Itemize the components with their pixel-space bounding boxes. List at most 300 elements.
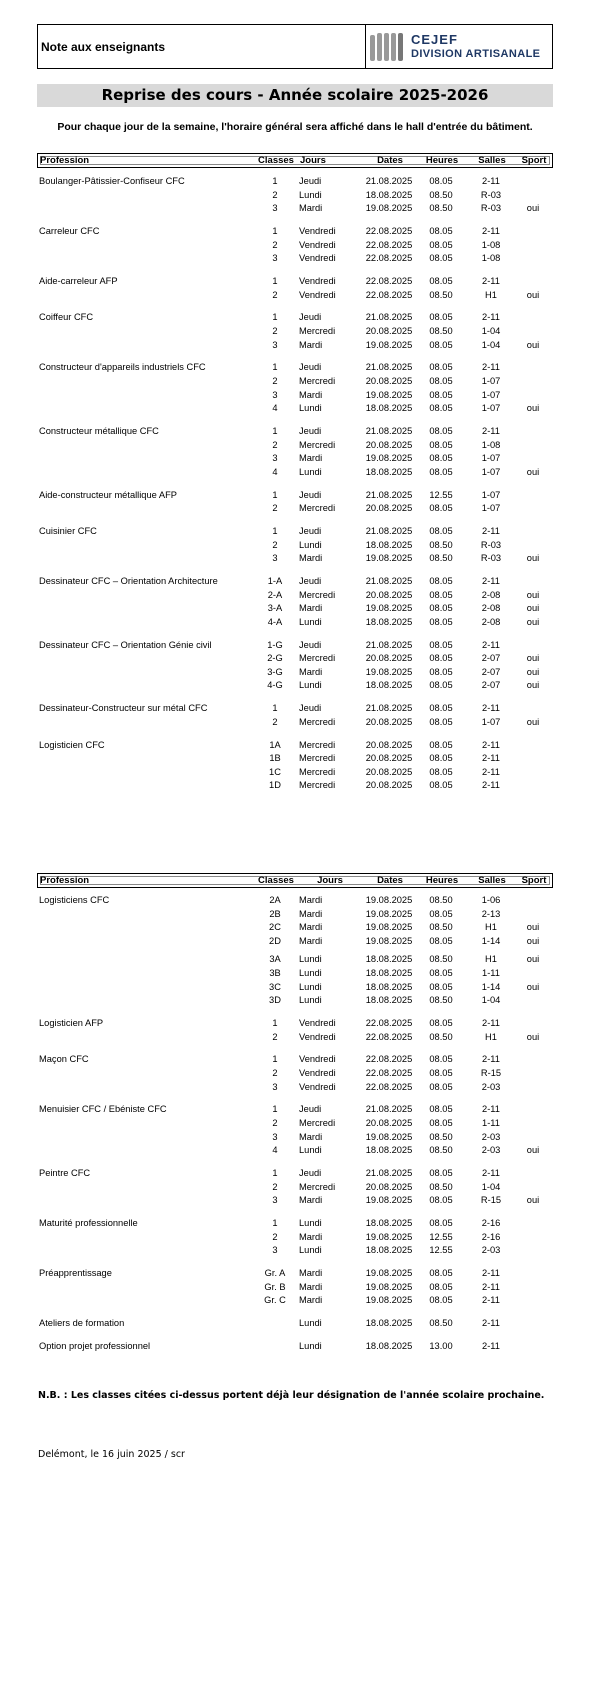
column-header-jours: Jours [317, 875, 343, 886]
profession-label: Logisticiens CFC [39, 895, 110, 905]
cell-room: 2-16 [481, 1218, 501, 1228]
cell-room: 2-11 [482, 426, 500, 436]
cell-hour: 08.50 [429, 1031, 453, 1042]
cell-day: Mercredi [299, 376, 336, 386]
cell-day: Mercredi [299, 716, 336, 727]
cell-date: 18.08.2025 [365, 1318, 413, 1328]
cell-day: Jeudi [299, 489, 322, 500]
cell-room: 2-11 [482, 362, 500, 373]
cell-day: Jeudi [299, 312, 322, 323]
cell-room: 2-11 [482, 1281, 500, 1292]
cell-hour: 08.05 [429, 780, 453, 791]
cell-date: 18.08.2025 [365, 954, 413, 965]
cell-hour: 12.55 [429, 489, 453, 500]
cell-date: 21.08.2025 [365, 576, 413, 586]
cell-hour: 08.50 [429, 189, 453, 200]
cell-date: 19.08.2025 [365, 553, 413, 564]
cell-class: 3-G [267, 666, 283, 677]
cell-date: 20.08.2025 [365, 503, 413, 514]
cell-room: 1-08 [481, 439, 501, 450]
cell-hour: 08.05 [429, 466, 453, 477]
cell-hour: 08.05 [429, 439, 453, 450]
cell-class: 1 [272, 362, 278, 373]
cell-day: Lundi [299, 189, 322, 200]
cell-room: 2-03 [481, 1131, 501, 1142]
cell-hour: 08.05 [429, 968, 453, 978]
profession-label: Ateliers de formation [39, 1318, 125, 1328]
cell-hour: 08.50 [429, 895, 453, 905]
cell-class: 1 [272, 1054, 278, 1065]
cell-date: 20.08.2025 [365, 753, 413, 764]
cell-class: 4-G [267, 680, 283, 691]
profession-label: Préapprentissage [39, 1268, 112, 1278]
cell-hour: 08.05 [429, 1068, 453, 1078]
cell-day: Mardi [299, 935, 323, 946]
profession-label: Aide-constructeur métallique AFP [39, 489, 177, 500]
cell-date: 22.08.2025 [365, 226, 413, 236]
cell-hour: 08.50 [429, 922, 453, 933]
cell-date: 19.08.2025 [365, 1231, 413, 1242]
cell-date: 22.08.2025 [365, 1018, 413, 1028]
cell-hour: 08.05 [429, 1054, 453, 1065]
cell-room: 2-03 [481, 1081, 501, 1092]
cell-class: 3 [272, 1081, 278, 1092]
cell-date: 19.08.2025 [365, 1268, 413, 1278]
cell-sport: oui [526, 203, 540, 214]
profession-label: Logisticien AFP [39, 1018, 104, 1028]
cell-hour: 08.05 [429, 766, 453, 777]
cell-hour: 08.05 [429, 716, 453, 727]
cell-day: Vendredi [299, 1031, 336, 1042]
cell-date: 20.08.2025 [365, 653, 413, 664]
cell-date: 18.08.2025 [365, 1245, 413, 1256]
cell-date: 21.08.2025 [365, 176, 413, 186]
cell-sport: oui [526, 653, 540, 664]
cell-date: 21.08.2025 [365, 703, 413, 714]
cell-class: 2 [272, 189, 278, 200]
cell-class: 1 [272, 1218, 278, 1228]
cell-sport: oui [526, 922, 540, 933]
cell-hour: 08.05 [429, 1268, 453, 1278]
cell-date: 22.08.2025 [365, 289, 413, 300]
cell-date: 21.08.2025 [365, 526, 413, 536]
cell-sport: oui [526, 616, 540, 627]
cell-room: 2-07 [481, 680, 501, 691]
cell-day: Lundi [299, 680, 322, 691]
cell-room: 2-11 [482, 176, 500, 186]
cell-class: 3 [272, 389, 278, 400]
cell-room: R-15 [480, 1068, 502, 1078]
cell-sport: oui [526, 1195, 540, 1206]
cell-class: 1 [272, 489, 278, 500]
cell-class: 1D [269, 780, 281, 791]
cell-day: Lundi [299, 466, 322, 477]
cell-room: 1-04 [481, 1181, 501, 1192]
cell-day: Jeudi [299, 703, 322, 714]
cell-date: 21.08.2025 [365, 312, 413, 323]
cell-room: 2-11 [482, 576, 500, 586]
profession-label: Peintre CFC [39, 1168, 91, 1178]
cell-class: Gr. A [264, 1268, 286, 1278]
cell-day: Vendredi [299, 239, 336, 250]
cell-hour: 08.05 [429, 239, 453, 250]
cell-room: 1-04 [481, 339, 501, 350]
cell-class: 2C [269, 922, 281, 933]
cell-room: R-15 [480, 1195, 502, 1206]
cell-date: 19.08.2025 [365, 895, 413, 905]
cell-hour: 08.05 [429, 1218, 453, 1228]
cell-hour: 08.05 [429, 1168, 453, 1178]
cell-room: 2-11 [482, 226, 500, 236]
cell-date: 20.08.2025 [365, 766, 413, 777]
cell-class: 2 [272, 1068, 278, 1078]
table-header-2 [37, 873, 553, 888]
cell-hour: 08.05 [429, 639, 453, 650]
column-header-classes: Classes [258, 875, 294, 886]
column-header-profession: Profession [40, 875, 90, 886]
cell-day: Mardi [299, 895, 323, 905]
cell-date: 22.08.2025 [365, 1081, 413, 1092]
cell-hour: 08.05 [429, 1281, 453, 1292]
cell-hour: 08.05 [429, 453, 453, 464]
cell-hour: 08.05 [429, 1118, 453, 1128]
column-header-heures: Heures [425, 155, 459, 166]
cell-hour: 08.50 [429, 203, 453, 214]
cell-hour: 08.05 [429, 1081, 453, 1092]
profession-label: Dessinateur CFC – Orientation Architecture [39, 576, 218, 586]
cell-day: Mercredi [299, 739, 336, 750]
cell-room: 2-08 [481, 603, 501, 614]
cell-hour: 08.05 [429, 576, 453, 586]
cell-class: 2 [272, 716, 278, 727]
cell-date: 19.08.2025 [365, 1195, 413, 1206]
cell-class: 2 [272, 239, 278, 250]
cell-room: 1-14 [481, 981, 501, 992]
cell-hour: 08.05 [429, 1018, 453, 1028]
cell-date: 21.08.2025 [365, 489, 413, 500]
cell-class: 2 [272, 539, 278, 550]
column-header-dates: Dates [377, 875, 403, 886]
cell-hour: 08.05 [429, 376, 453, 386]
cell-room: 2-03 [481, 1145, 501, 1156]
cell-room: 2-11 [482, 703, 500, 714]
column-header-jours: Jours [300, 155, 326, 166]
cell-room: 2-08 [481, 589, 501, 600]
note: N.B. : Les classes citées ci-dessus portent déjà leur désignation de l'année scolaire prochaine. [38, 1390, 545, 1401]
cell-hour: 08.05 [429, 908, 453, 919]
cell-room: 2-11 [482, 739, 500, 750]
cell-room: 1-07 [481, 389, 501, 400]
cell-date: 19.08.2025 [365, 935, 413, 946]
cell-room: 2-11 [482, 1168, 500, 1178]
cell-hour: 08.05 [429, 703, 453, 714]
cell-room: 1-08 [481, 253, 501, 264]
cell-class: 1B [269, 753, 281, 764]
cell-date: 19.08.2025 [365, 339, 413, 350]
cell-hour: 08.05 [429, 339, 453, 350]
profession-label: Menuisier CFC / Ebéniste CFC [39, 1104, 167, 1115]
cell-hour: 08.05 [429, 276, 453, 286]
cell-day: Lundi [299, 1145, 322, 1156]
cell-hour: 08.50 [429, 1181, 453, 1192]
cell-day: Lundi [299, 954, 322, 965]
cell-room: R-03 [480, 203, 502, 214]
cell-day: Mercredi [299, 653, 336, 664]
cell-room: 1-04 [481, 995, 501, 1006]
cell-room: 2-11 [482, 1295, 500, 1306]
cell-room: 2-07 [481, 653, 501, 664]
logo-line1: CEJEF [411, 31, 458, 47]
footer: Delémont, le 16 juin 2025 / scr [38, 1449, 185, 1460]
cell-sport: oui [526, 289, 540, 300]
cell-date: 18.08.2025 [365, 981, 413, 992]
cell-class: 1A [269, 739, 281, 750]
profession-label: Dessinateur-Constructeur sur métal CFC [39, 703, 208, 714]
cell-room: 2-11 [482, 312, 500, 323]
cell-room: 1-07 [481, 466, 501, 477]
cell-day: Mardi [299, 1268, 323, 1278]
cell-class: 1 [272, 226, 278, 236]
profession-label: Logisticien CFC [39, 739, 105, 750]
cell-day: Mardi [299, 1231, 323, 1242]
cell-day: Mercredi [299, 503, 336, 514]
cell-day: Jeudi [299, 362, 322, 373]
cell-class: Gr. B [264, 1281, 286, 1292]
cell-room: 1-07 [481, 489, 501, 500]
cell-day: Vendredi [299, 253, 336, 264]
cell-hour: 08.05 [429, 526, 453, 536]
cell-date: 21.08.2025 [365, 426, 413, 436]
cell-day: Jeudi [299, 526, 322, 536]
cell-day: Vendredi [299, 289, 336, 300]
column-header-salles: Salles [478, 875, 506, 886]
cell-sport: oui [526, 680, 540, 691]
profession-label: Constructeur métallique CFC [39, 426, 159, 436]
cell-hour: 08.05 [429, 503, 453, 514]
profession-label: Option projet professionnel [39, 1340, 151, 1351]
header-label: Note aux enseignants [38, 25, 366, 68]
cell-date: 22.08.2025 [365, 1031, 413, 1042]
cell-room: 2-11 [482, 753, 500, 764]
cell-class: 1-A [267, 576, 283, 586]
cell-room: 2-16 [481, 1231, 501, 1242]
cell-day: Mercredi [299, 766, 336, 777]
cell-room: 2-03 [481, 1245, 501, 1256]
logo [366, 25, 552, 68]
cell-room: H1 [485, 289, 497, 300]
cell-class: 1 [272, 703, 278, 714]
cell-hour: 08.50 [429, 553, 453, 564]
cell-day: Mardi [299, 339, 323, 350]
cell-class: 3 [272, 1195, 278, 1206]
cell-class: 1-G [267, 639, 283, 650]
cell-day: Mercredi [299, 753, 336, 764]
cell-hour: 08.05 [429, 362, 453, 373]
profession-label: Cuisinier CFC [39, 526, 97, 536]
cell-sport: oui [526, 403, 540, 414]
cell-date: 18.08.2025 [365, 189, 413, 200]
cell-class: 1 [272, 1168, 278, 1178]
cell-room: H1 [485, 922, 497, 933]
cell-date: 21.08.2025 [365, 362, 413, 373]
column-header-sport: Sport [521, 875, 547, 886]
profession-label: Dessinateur CFC – Orientation Génie civil [39, 639, 212, 650]
cell-date: 22.08.2025 [365, 276, 413, 286]
cell-day: Lundi [299, 981, 322, 992]
cell-date: 18.08.2025 [365, 539, 413, 550]
cell-sport: oui [526, 666, 540, 677]
cell-date: 18.08.2025 [365, 466, 413, 477]
cell-day: Vendredi [299, 276, 336, 286]
cell-class: 4 [272, 466, 278, 477]
page-title: Reprise des cours - Année scolaire 2025-2026 [37, 84, 553, 107]
cell-date: 19.08.2025 [365, 666, 413, 677]
cell-day: Mardi [299, 1281, 323, 1292]
cell-day: Mardi [299, 666, 323, 677]
cell-date: 19.08.2025 [365, 922, 413, 933]
cell-hour: 08.05 [429, 981, 453, 992]
cell-room: 2-11 [482, 766, 500, 777]
cell-hour: 08.50 [429, 326, 453, 336]
cell-room: 2-07 [481, 666, 501, 677]
cell-class: 1 [272, 176, 278, 186]
cell-class: 3 [272, 1245, 278, 1256]
cell-date: 21.08.2025 [365, 639, 413, 650]
cell-day: Jeudi [299, 1168, 322, 1178]
cell-class: 2 [272, 289, 278, 300]
profession-label: Maturité professionnelle [39, 1218, 138, 1228]
cell-day: Mardi [299, 453, 323, 464]
column-header-profession: Profession [40, 155, 90, 166]
profession-label: Carreleur CFC [39, 226, 100, 236]
cell-date: 20.08.2025 [365, 1181, 413, 1192]
cell-hour: 08.50 [429, 995, 453, 1006]
cell-class: 3 [272, 253, 278, 264]
cell-hour: 12.55 [429, 1231, 453, 1242]
cell-room: 1-11 [482, 968, 500, 978]
cell-sport: oui [526, 466, 540, 477]
cell-hour: 08.05 [429, 1104, 453, 1115]
cell-day: Jeudi [299, 639, 322, 650]
cell-class: 3 [272, 553, 278, 564]
cell-day: Mercredi [299, 1118, 336, 1128]
cell-date: 18.08.2025 [365, 616, 413, 627]
cell-class: 2 [272, 439, 278, 450]
profession-label: Aide-carreleur AFP [39, 276, 118, 286]
cell-room: H1 [485, 954, 497, 965]
cell-class: 2 [272, 376, 278, 386]
cell-day: Lundi [299, 1340, 322, 1351]
cell-date: 18.08.2025 [365, 995, 413, 1006]
cell-day: Lundi [299, 539, 322, 550]
cell-class: 2 [272, 1231, 278, 1242]
cell-date: 20.08.2025 [365, 589, 413, 600]
cell-hour: 08.05 [429, 935, 453, 946]
cell-sport: oui [526, 553, 540, 564]
header-box [37, 24, 553, 69]
cell-day: Lundi [299, 1318, 322, 1328]
cell-room: 2-08 [481, 616, 501, 627]
cell-date: 18.08.2025 [365, 1340, 413, 1351]
cell-class: 1 [272, 276, 278, 286]
cell-room: R-03 [480, 189, 502, 200]
cell-day: Jeudi [299, 176, 322, 186]
cell-room: 2-11 [482, 1104, 500, 1115]
cell-room: R-03 [480, 553, 502, 564]
cell-day: Jeudi [299, 426, 322, 436]
cell-day: Lundi [299, 616, 322, 627]
cell-sport: oui [526, 935, 540, 946]
cell-hour: 08.05 [429, 1195, 453, 1206]
cell-date: 22.08.2025 [365, 239, 413, 250]
cell-date: 22.08.2025 [365, 1054, 413, 1065]
cell-date: 20.08.2025 [365, 326, 413, 336]
cell-day: Vendredi [299, 1081, 336, 1092]
cell-sport: oui [526, 339, 540, 350]
cell-class: 3-A [267, 603, 283, 614]
cell-room: 1-04 [481, 326, 501, 336]
cell-sport: oui [526, 716, 540, 727]
cell-class: 2-A [267, 589, 283, 600]
cell-hour: 08.50 [429, 539, 453, 550]
cell-date: 20.08.2025 [365, 1118, 413, 1128]
profession-label: Maçon CFC [39, 1054, 89, 1065]
cell-day: Lundi [299, 995, 322, 1006]
cell-day: Lundi [299, 1218, 322, 1228]
cell-hour: 08.50 [429, 954, 453, 965]
cell-class: 2 [272, 1181, 278, 1192]
cell-hour: 08.50 [429, 1131, 453, 1142]
cell-class: 4 [272, 403, 278, 414]
cell-sport: oui [526, 1145, 540, 1156]
cell-date: 19.08.2025 [365, 1131, 413, 1142]
cell-class: 2 [272, 1031, 278, 1042]
cell-hour: 08.05 [429, 616, 453, 627]
cell-room: 2-11 [482, 1268, 500, 1278]
cell-day: Vendredi [299, 1018, 336, 1028]
page-subtitle: Pour chaque jour de la semaine, l'horaire général sera affiché dans le hall d'entrée du bâtiment. [57, 121, 533, 133]
cell-sport: oui [526, 1031, 540, 1042]
cell-class: 1 [272, 426, 278, 436]
cell-hour: 08.05 [429, 603, 453, 614]
cell-date: 19.08.2025 [365, 1281, 413, 1292]
cell-room: 1-06 [481, 895, 501, 905]
cell-class: 1C [269, 766, 281, 777]
cell-hour: 08.05 [429, 403, 453, 414]
cell-hour: 08.05 [429, 226, 453, 236]
cell-date: 22.08.2025 [365, 253, 413, 264]
cell-sport: oui [526, 954, 540, 965]
cell-day: Vendredi [299, 1068, 336, 1078]
cell-room: 1-08 [481, 239, 501, 250]
cell-date: 18.08.2025 [365, 1145, 413, 1156]
cell-day: Mardi [299, 1295, 323, 1306]
cell-day: Mardi [299, 553, 323, 564]
cell-date: 19.08.2025 [365, 908, 413, 919]
cell-day: Lundi [299, 403, 322, 414]
column-header-sport: Sport [521, 155, 547, 166]
cell-room: 1-07 [481, 453, 501, 464]
cell-class: 2A [269, 895, 281, 905]
cell-room: 1-14 [481, 935, 501, 946]
cell-day: Mercredi [299, 326, 336, 336]
cell-class: 1 [272, 312, 278, 323]
cell-day: Mardi [299, 1131, 323, 1142]
cell-date: 19.08.2025 [365, 453, 413, 464]
column-header-classes: Classes [258, 155, 294, 166]
cell-room: 1-07 [481, 716, 501, 727]
cell-day: Mercredi [299, 439, 336, 450]
